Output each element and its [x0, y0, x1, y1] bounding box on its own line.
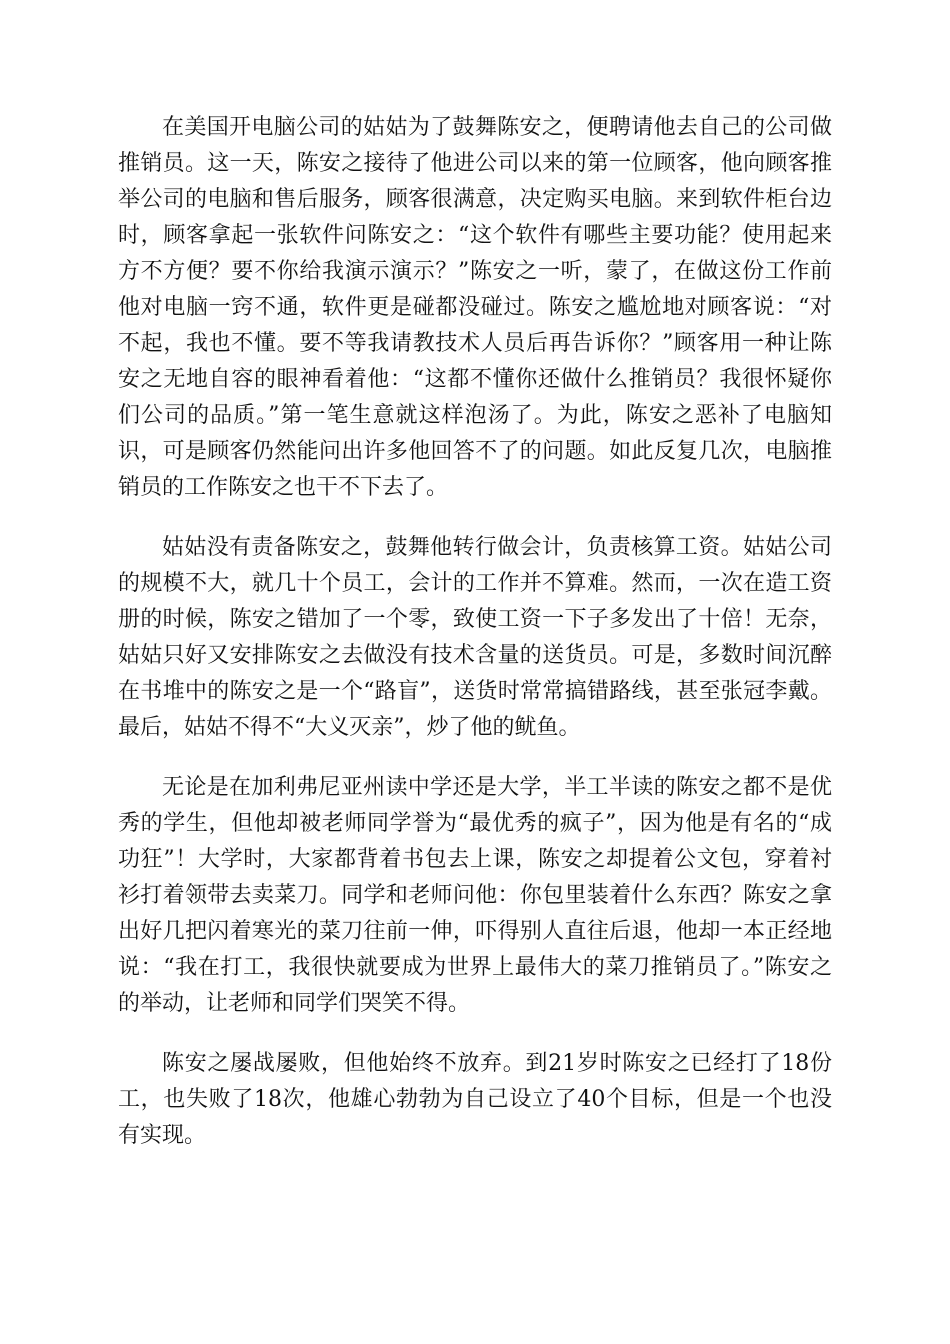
paragraph-1: 在美国开电脑公司的姑姑为了鼓舞陈安之，便聘请他去自己的公司做推销员。这一天，陈安之接待了他进公司以来的第一位顾客，他向顾客推举公司的电脑和售后服务，顾客很满意，决定购买电脑。来到软件柜台边时，顾客拿起一张软件问陈安之：“这个软件有哪些主要功能？使用起来方不方便？要不你给我演示演示？”陈安之一听，蒙了，在做这份工作前他对电脑一窍不通，软件更是碰都没碰过。陈安之尴尬地对顾客说：“对不起，我也不懂。要不等我请教技术人员后再告诉你？”顾客用一种让陈安之无地自容的眼神看着他：“这都不懂你还做什么推销员？我很怀疑你们公司的品质。”第一笔生意就这样泡汤了。为此，陈安之恶补了电脑知识，可是顾客仍然能问出许多他回答不了的问题。如此反复几次，电脑推销员的工作陈安之也干不下去了。	[118, 115, 832, 500]
paragraph-2: 姑姑没有责备陈安之，鼓舞他转行做会计，负责核算工资。姑姑公司的规模不大，就几十个员工，会计的工作并不算难。然而，一次在造工资册的时候，陈安之错加了一个零，致使工资一下子多发出了十倍！无奈，姑姑只好又安排陈安之去做没有技术含量的送货员。可是，多数时间沉醉在书堆中的陈安之是一个“路盲”，送货时常常搞错路线，甚至张冠李戴。最后，姑姑不得不“大义灭亲”，炒了他的鱿鱼。	[118, 535, 832, 740]
paragraph-3: 无论是在加利弗尼亚州读中学还是大学，半工半读的陈安之都不是优秀的学生，但他却被老师同学誉为“最优秀的疯子”，因为他是有名的“成功狂”！大学时，大家都背着书包去上课，陈安之却提着公文包，穿着衬衫打着领带去卖菜刀。同学和老师问他：你包里装着什么东西？陈安之拿出好几把闪着寒光的菜刀往前一伸，吓得别人直往后退，他却一本正经地说：“我在打工，我很快就要成为世界上最伟大的菜刀推销员了。”陈安之的举动，让老师和同学们哭笑不得。	[118, 775, 832, 1016]
document-body	[118, 110, 832, 1178]
paragraph-4: 陈安之屡战屡败，但他始终不放弃。到21岁时陈安之已经打了18份工，也失败了18次，他雄心勃勃为自己设立了40个目标，但是一个也没有实现。	[118, 1051, 832, 1148]
